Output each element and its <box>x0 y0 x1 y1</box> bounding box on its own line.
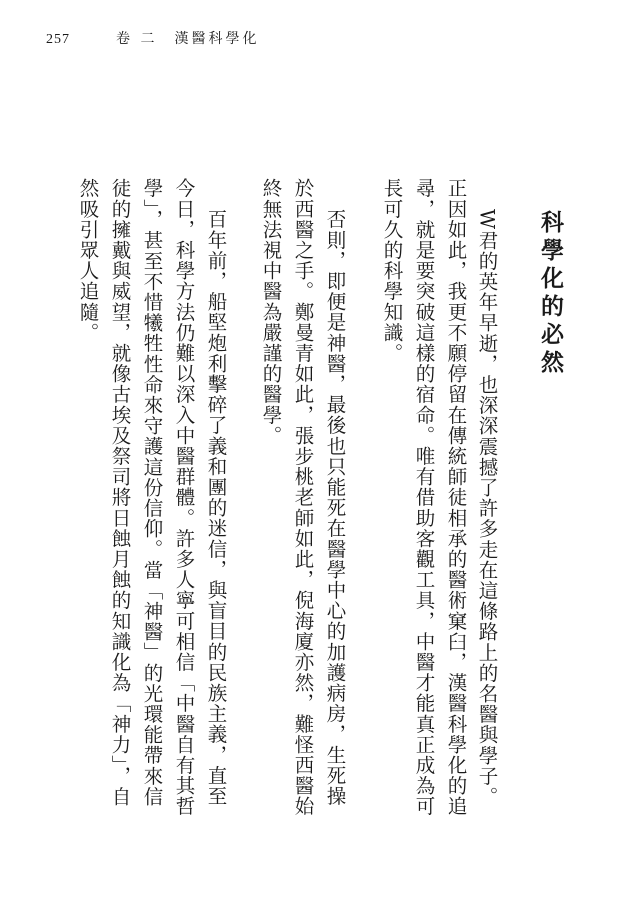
running-header <box>46 28 259 48</box>
text-column: 徒的擁戴與威望，就像古埃及祭司將日蝕月蝕的知識化為「神力」，自 <box>108 178 132 807</box>
text-column: 百年前，船堅炮利擊碎了義和團的迷信，與盲目的民族主義，直至 <box>204 209 228 807</box>
text-column: 於西醫之手。鄭曼青如此，張步桃老師如此，倪海廈亦然，難怪西醫始 <box>291 178 315 817</box>
text-column: 正因如此，我更不願停留在傳統師徒相承的醫術窠臼，漢醫科學化的追 <box>444 178 468 817</box>
running-title: 卷 二 漢醫科學化 <box>116 31 260 47</box>
section-title: 科學化的必然 <box>537 210 564 378</box>
text-column: 今日，科學方法仍難以深入中醫群體。許多人寧可相信「中醫自有其哲 <box>172 178 196 817</box>
text-column: 終無法視中醫為嚴謹的醫學。 <box>259 178 283 446</box>
text-column: W君的英年早逝，也深深震撼了許多走在這條路上的名醫與學子。 <box>475 209 499 807</box>
text-column: 尋，就是要突破這樣的宿命。唯有借助客觀工具，中醫才能真正成為可 <box>412 178 436 817</box>
text-column: 否則，即便是神醫，最後也只能死在醫學中心的加護病房，生死操 <box>323 209 347 807</box>
page-number: 257 <box>46 32 70 47</box>
text-column: 然吸引眾人追隨。 <box>76 178 100 343</box>
text-column: 長可久的科學知識。 <box>380 178 404 364</box>
text-column: 學」，甚至不惜犧牲性命來守護這份信仰。當「神醫」的光環能帶來信 <box>140 178 164 807</box>
